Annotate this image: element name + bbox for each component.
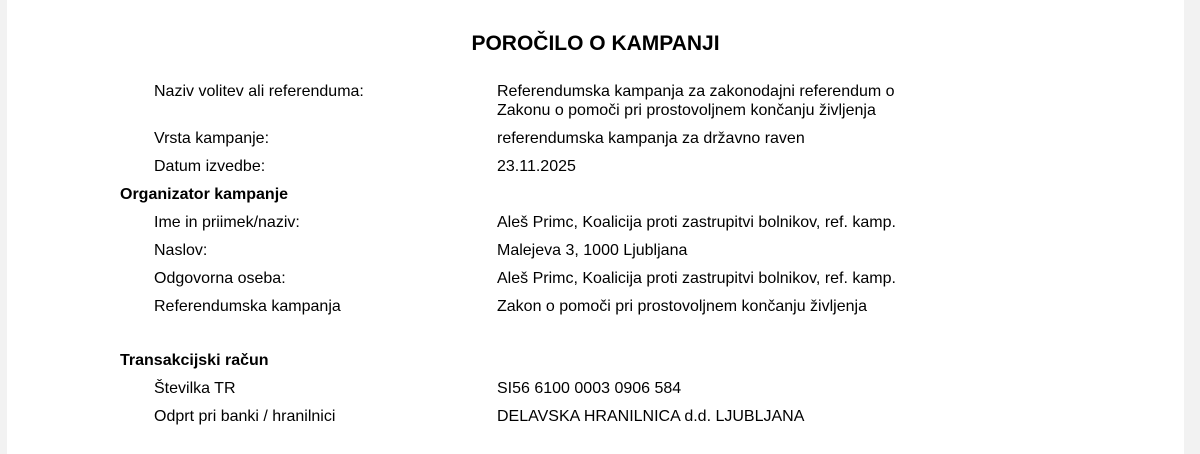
campaign-type-value: referendumska kampanja za državno raven bbox=[497, 130, 805, 147]
address-label: Naslov: bbox=[154, 242, 208, 259]
referendum-campaign-value: Zakon o pomoči pri prostovoljnem končanju življenja bbox=[497, 298, 867, 315]
execution-date-value: 23.11.2025 bbox=[497, 158, 576, 175]
page-title: POROČILO O KAMPANJI bbox=[471, 32, 720, 55]
account-number-label: Številka TR bbox=[154, 380, 236, 397]
bank-label: Odprt pri banki / hranilnici bbox=[154, 408, 336, 425]
organizer-heading: Organizator kampanje bbox=[120, 186, 289, 203]
execution-date-label: Datum izvedbe: bbox=[154, 158, 266, 175]
address-value: Malejeva 3, 1000 Ljubljana bbox=[497, 242, 688, 259]
bank-value: DELAVSKA HRANILNICA d.d. LJUBLJANA bbox=[497, 408, 805, 425]
election-name-label: Naziv volitev ali referenduma: bbox=[154, 83, 364, 100]
account-heading: Transakcijski račun bbox=[120, 352, 269, 369]
responsible-person-label: Odgovorna oseba: bbox=[154, 270, 286, 287]
campaign-type-label: Vrsta kampanje: bbox=[154, 130, 270, 147]
election-name-value-line1: Referendumska kampanja za zakonodajni referendum o bbox=[497, 83, 895, 100]
referendum-campaign-label: Referendumska kampanja bbox=[154, 298, 341, 315]
organizer-name-label: Ime in priimek/naziv: bbox=[154, 214, 300, 231]
responsible-person-value: Aleš Primc, Koalicija proti zastrupitvi bolnikov, ref. kamp. bbox=[497, 270, 896, 287]
election-name-value-line2: Zakonu o pomoči pri prostovoljnem končanju življenja bbox=[497, 102, 876, 119]
organizer-name-value: Aleš Primc, Koalicija proti zastrupitvi bolnikov, ref. kamp. bbox=[497, 214, 896, 231]
account-number-value: SI56 6100 0003 0906 584 bbox=[497, 380, 682, 397]
report-page bbox=[7, 0, 1184, 454]
